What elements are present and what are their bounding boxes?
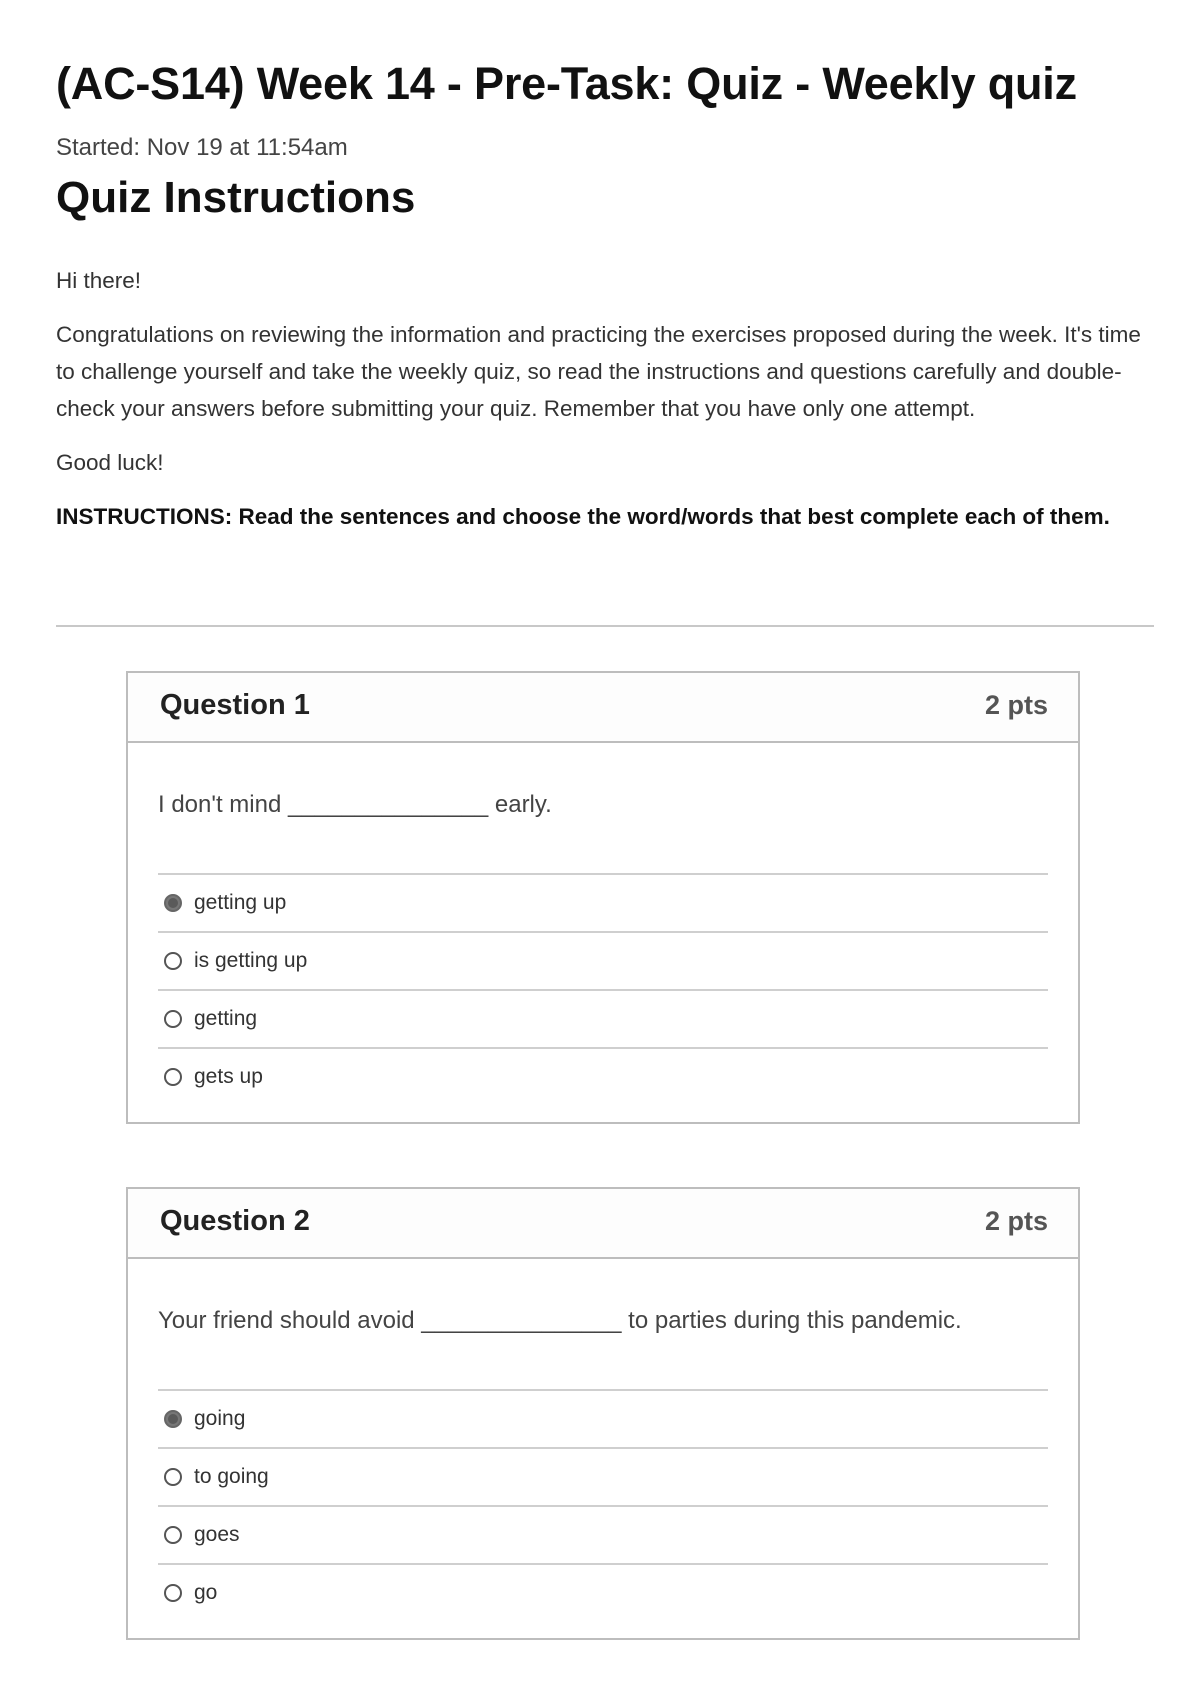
answer-label: getting up — [194, 891, 287, 914]
answer-option[interactable] — [158, 1507, 1048, 1565]
quiz-title: (AC-S14) Week 14 - Pre-Task: Quiz - Weekly quiz — [56, 58, 1077, 109]
intro-body: Congratulations on reviewing the information and practicing the exercises proposed during the week. It's time to challenge yourself and take the weekly quiz, so read the instructions and questions carefully and double-check your answers before submitting your quiz. Remember that you have only one attempt. — [56, 322, 1141, 421]
question-header — [128, 1189, 1078, 1259]
question-text: Your friend should avoid _______________ to parties during this pandemic. — [158, 1307, 962, 1334]
answer-label: to going — [194, 1465, 269, 1488]
question-body — [128, 743, 1078, 1105]
answer-label: goes — [194, 1523, 240, 1546]
quiz-started-time: Started: Nov 19 at 11:54am — [56, 134, 348, 161]
question-card — [126, 671, 1080, 1124]
question-card — [126, 1187, 1080, 1640]
radio-button[interactable] — [164, 1526, 182, 1544]
answer-option[interactable] — [158, 933, 1048, 991]
radio-button[interactable] — [164, 952, 182, 970]
radio-button[interactable] — [164, 1068, 182, 1086]
radio-button[interactable] — [164, 894, 182, 912]
answer-label: going — [194, 1407, 246, 1430]
answer-option[interactable] — [158, 1391, 1048, 1449]
answer-list — [158, 873, 1048, 1105]
section-divider — [56, 625, 1154, 627]
answer-option[interactable] — [158, 1449, 1048, 1507]
answer-option[interactable] — [158, 1565, 1048, 1621]
answer-option[interactable] — [158, 1049, 1048, 1105]
question-points: 2 pts — [984, 1206, 1048, 1236]
intro-good-luck: Good luck! — [56, 450, 164, 475]
answer-label: gets up — [194, 1065, 263, 1088]
answer-label: is getting up — [194, 949, 308, 972]
intro-greeting: Hi there! — [56, 268, 142, 293]
question-body — [128, 1259, 1078, 1621]
intro-instructions: INSTRUCTIONS: Read the sentences and choose the word/words that best complete each of them. — [56, 504, 1110, 529]
radio-button[interactable] — [164, 1010, 182, 1028]
question-header — [128, 673, 1078, 743]
answer-label: go — [194, 1581, 218, 1604]
question-text: I don't mind _______________ early. — [158, 791, 552, 818]
quiz-instructions-heading: Quiz Instructions — [56, 173, 416, 222]
answer-label: getting — [194, 1007, 258, 1030]
radio-button[interactable] — [164, 1468, 182, 1486]
answer-option[interactable] — [158, 875, 1048, 933]
radio-button[interactable] — [164, 1584, 182, 1602]
question-title: Question 1 — [160, 689, 310, 721]
answer-list — [158, 1389, 1048, 1621]
answer-option[interactable] — [158, 991, 1048, 1049]
question-title: Question 2 — [160, 1205, 310, 1237]
question-points: 2 pts — [984, 690, 1048, 720]
radio-button[interactable] — [164, 1410, 182, 1428]
quiz-intro — [56, 262, 1146, 552]
